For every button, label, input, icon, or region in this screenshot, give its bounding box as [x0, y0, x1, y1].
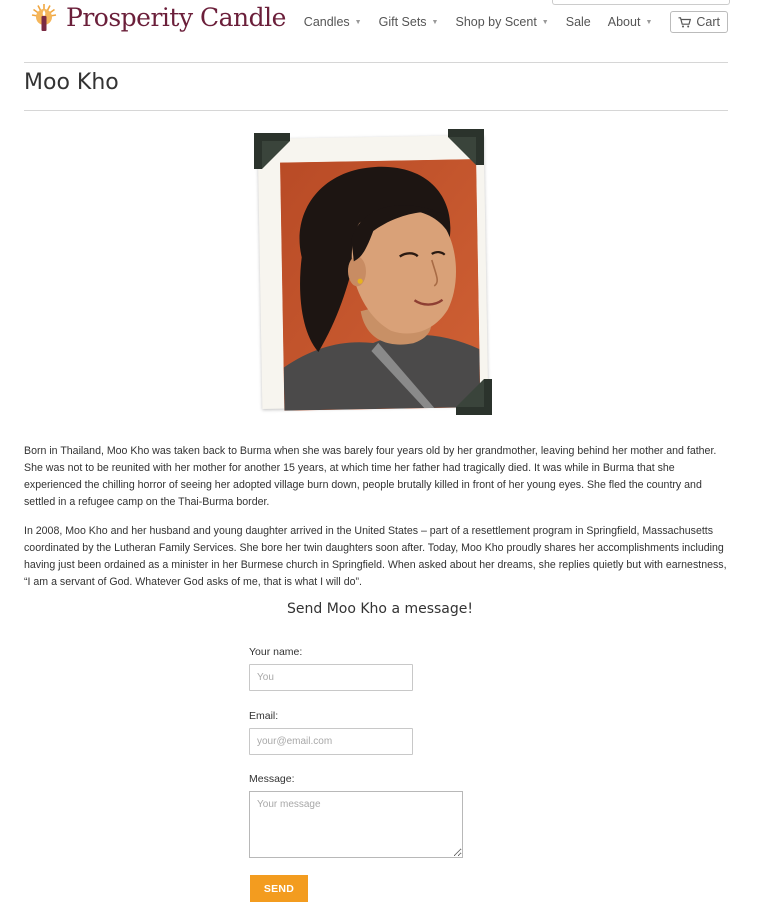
email-input[interactable] [249, 728, 413, 755]
email-label: Email: [249, 710, 279, 722]
cart-label: Cart [696, 15, 720, 29]
nav-item-label: Shop by Scent [455, 15, 537, 29]
caret-down-icon: ▼ [541, 18, 549, 26]
brand-name: Prosperity Candle [66, 2, 286, 32]
photo-corner-icon [446, 127, 486, 167]
nav-item-label: Candles [303, 15, 350, 29]
main-nav [287, 11, 728, 33]
caret-down-icon: ▼ [645, 18, 653, 26]
candle-sunburst-icon [30, 1, 58, 33]
nav-item-candles[interactable] [304, 15, 362, 29]
send-button[interactable]: SEND [250, 875, 308, 902]
photo-corner-icon [454, 377, 494, 417]
search-box-edge[interactable] [552, 0, 730, 5]
message-textarea[interactable] [249, 791, 463, 858]
form-title: Send Moo Kho a message! [287, 601, 473, 617]
bio-paragraph: In 2008, Moo Kho and her husband and young daughter arrived in the United States – part of a resettlement program in Springfield, Massachusetts coordinated by the Lutheran Family Services. She bore her twin daughters soon after. Today, Moo Kho proudly shares her accomplishments including having just been ordained as a minister in her Burmese church in Springfield. When asked about her dreams, she replies quietly but with earnestness, “I am a servant of God. Whatever God asks of me, that is what I will do”. [24, 525, 727, 588]
nav-item-sale[interactable] [566, 15, 591, 29]
profile-photo [252, 127, 496, 419]
name-input[interactable] [249, 664, 413, 691]
page-title: Moo Kho [24, 70, 119, 95]
nav-item-label: Sale [565, 15, 591, 29]
photo-frame [258, 135, 489, 409]
portrait-image [280, 159, 480, 410]
name-label: Your name: [249, 646, 303, 658]
site-header [0, 0, 760, 50]
cart-button[interactable] [670, 11, 728, 33]
nav-item-label: About [607, 15, 641, 29]
nav-item-label: Gift Sets [378, 15, 427, 29]
site-logo[interactable] [30, 0, 286, 34]
nav-item-shop-by-scent[interactable] [455, 15, 548, 29]
divider [24, 110, 728, 111]
message-label: Message: [249, 773, 295, 785]
caret-down-icon: ▼ [354, 18, 362, 26]
nav-item-gift-sets[interactable] [379, 15, 439, 29]
caret-down-icon: ▼ [431, 18, 439, 26]
cart-icon [678, 17, 691, 28]
photo-corner-icon [252, 131, 292, 171]
bio-paragraph: Born in Thailand, Moo Kho was taken back to Burma when she was barely four years old by her grandmother, leaving behind her mother and father. She was not to be reunited with her mother for another 15 years, at which time her father had tragically died. It was while in Burma that she experienced the chilling horror of seeing her adopted village burn down, people brutally killed in front of her young eyes. She fled the country and settled in a refugee camp on the Thai-Burma border. [24, 445, 717, 508]
nav-item-about[interactable] [608, 15, 653, 29]
divider [24, 62, 728, 63]
